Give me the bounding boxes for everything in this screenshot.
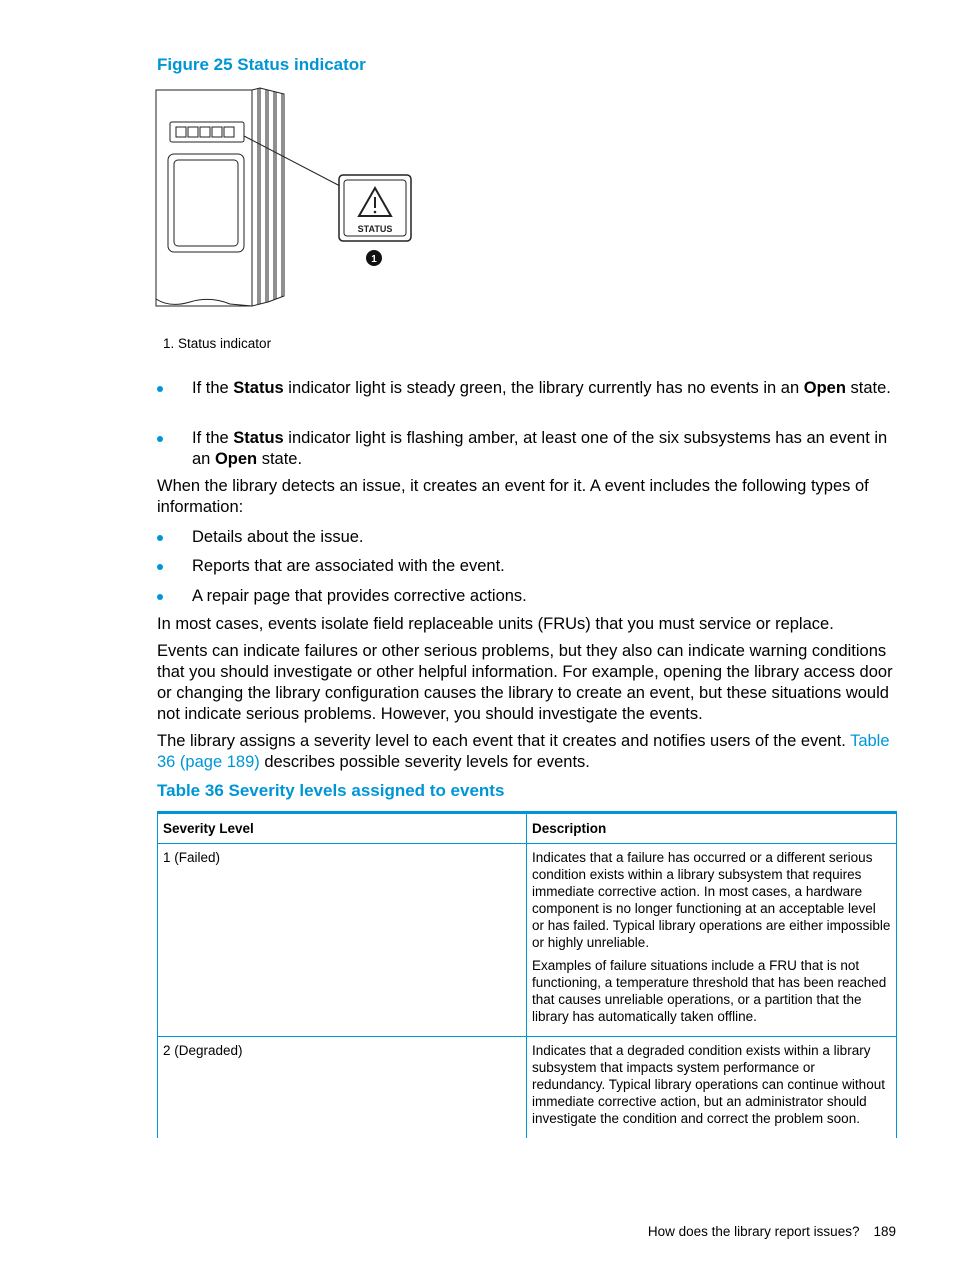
table-header-row <box>158 813 897 844</box>
list-item: If the Status indicator light is flashing amber, at least one of the six subsystems has an event in an Open state. <box>157 428 897 470</box>
list-item: A repair page that provides corrective actions. <box>157 586 897 607</box>
column-header-description: Description <box>527 813 897 844</box>
bullet-icon <box>157 594 163 600</box>
bullet-icon <box>157 564 163 570</box>
bullet-icon <box>157 436 163 442</box>
paragraph-severity: The library assigns a severity level to each event that it creates and notifies users of the event. Table 36 (page 189) describes possible severity levels for events. <box>157 732 890 771</box>
bullet-icon <box>157 535 163 541</box>
column-header-severity: Severity Level <box>158 813 527 844</box>
list-item: Reports that are associated with the event. <box>157 556 897 577</box>
severity-table <box>157 811 897 1138</box>
bullet-icon <box>157 386 163 392</box>
paragraph-warning: Events can indicate failures or other serious problems, but they also can indicate warning conditions that you should investigate or other helpful information. For example, opening the library access door or changing the library configuration causes the library to create an event, but these situations would not indicate serious problems. However, you should investigate the events. <box>157 642 893 723</box>
library-cabinet-illustration <box>156 88 284 306</box>
severity-level-cell: 2 (Degraded) <box>158 1037 527 1139</box>
table-36-link[interactable]: Table 36 (page 189) <box>157 732 890 771</box>
callout-number: 1 <box>371 254 377 265</box>
description-cell: Indicates that a failure has occurred or a different serious condition exists within a library subsystem that requires immediate corrective action. In most cases, a hardware component is no longer functioning at an acceptable level or has failed. Typical library operations are either impossible or highly unreliable. Examples of failure situations include a FRU that is not functioning, a temperature threshold that has been reached that causes unreliable operations, or a partition that the library has automatically taken offline. <box>527 844 897 1037</box>
figure-caption: 1. Status indicator <box>163 336 272 351</box>
table-row <box>158 844 897 1037</box>
page-footer <box>648 1224 896 1239</box>
table-row <box>158 1037 897 1139</box>
figure-title: Figure 25 Status indicator <box>157 55 366 74</box>
severity-level-cell: 1 (Failed) <box>158 844 527 1037</box>
list-item: Details about the issue. <box>157 527 897 548</box>
list-item: If the Status indicator light is steady green, the library currently has no events in an Open state. <box>157 378 897 399</box>
footer-section-title: How does the library report issues? <box>647 1224 860 1239</box>
paragraph-event-intro: When the library detects an issue, it creates an event for it. A event includes the following types of information: <box>157 477 869 516</box>
paragraph-frus: In most cases, events isolate field replaceable units (FRUs) that you must service or replace. <box>157 615 834 633</box>
description-cell: Indicates that a degraded condition exists within a library subsystem that impacts system performance or redundancy. Typical library operations can continue without immediate corrective action, but an administrator should investigate the condition and correct the problem soon. <box>527 1037 897 1139</box>
status-indicator-figure <box>150 84 420 314</box>
status-button-closeup <box>339 175 411 241</box>
page-number: 189 <box>873 1224 896 1239</box>
status-label: STATUS <box>357 224 393 234</box>
table-title: Table 36 Severity levels assigned to events <box>157 781 505 800</box>
